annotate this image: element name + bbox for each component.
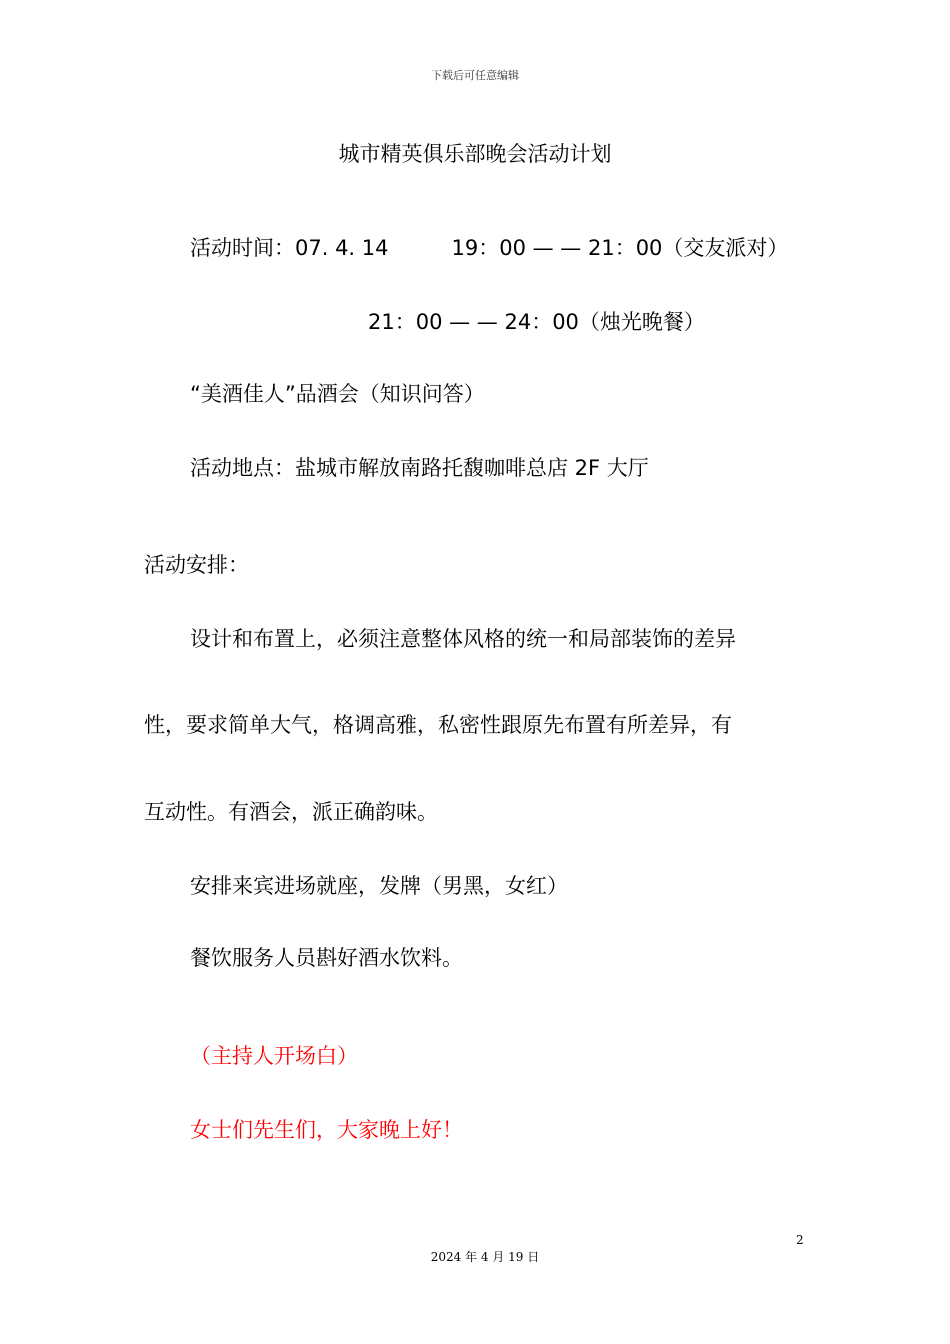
header-note: 下载后可任意编辑 bbox=[431, 69, 519, 82]
activity-time-line: 活动时间：07. 4. 14 19：00 — — 21：00（交友派对） bbox=[190, 236, 789, 260]
arrangement-paragraph-line-2: 性，要求简单大气，格调高雅，私密性跟原先布置有所差异，有 bbox=[144, 713, 732, 737]
activity-time-line-second: 21：00 — — 24：00（烛光晚餐） bbox=[368, 310, 705, 334]
host-label: （主持人开场白） bbox=[190, 1044, 358, 1068]
arrangement-paragraph-line-3: 互动性。有酒会，派正确韵味。 bbox=[144, 800, 438, 824]
document-title: 城市精英俱乐部晚会活动计划 bbox=[338, 142, 612, 166]
activity-location-line: 活动地点：盐城市解放南路托馥咖啡总店 2F 大厅 bbox=[190, 456, 649, 480]
page-number: 2 bbox=[796, 1233, 804, 1247]
host-greeting: 女士们先生们，大家晚上好！ bbox=[190, 1118, 463, 1142]
catering-line: 餐饮服务人员斟好酒水饮料。 bbox=[190, 946, 463, 970]
seating-line: 安排来宾进场就座，发牌（男黑，女红） bbox=[190, 874, 568, 898]
arrangement-paragraph-line-1: 设计和布置上，必须注意整体风格的统一和局部装饰的差异 bbox=[190, 627, 736, 651]
footer-date: 2024 年 4 月 19 日 bbox=[430, 1250, 540, 1264]
wine-event-line: “美酒佳人”品酒会（知识问答） bbox=[190, 382, 485, 406]
arrangement-heading: 活动安排： bbox=[144, 553, 249, 577]
